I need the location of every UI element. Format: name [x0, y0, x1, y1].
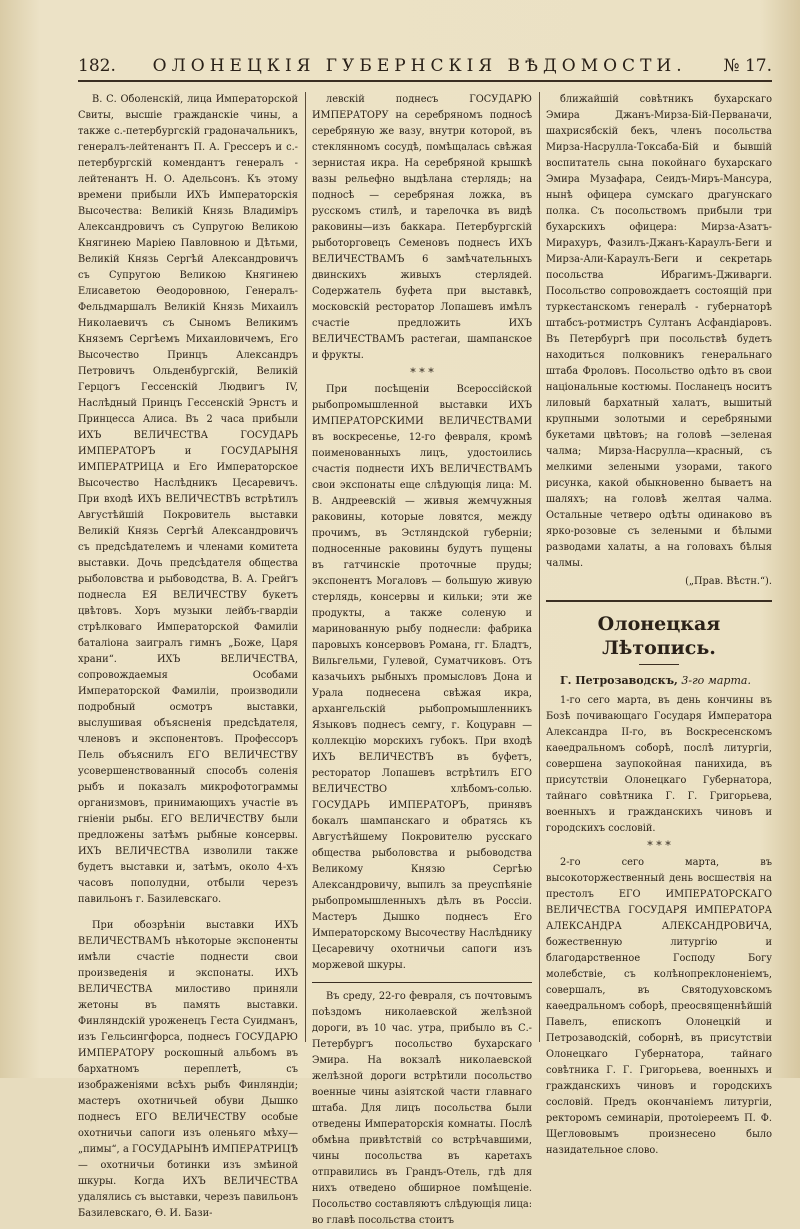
text-columns: [78, 92, 772, 1226]
section-divider: [312, 982, 532, 983]
paragraph: 1-го сего марта, въ день кончины въ Бозѣ почивающаго Государя Императора Александра II-го, въ Воскресенскомъ каѳедральномъ соборѣ, послѣ литургіи, совершена заупокойная панихида, въ присутствіи Олонецкаго Губернатора, тайнаго совѣтника Г. Г. Григорьева, военныхъ и гражданскихъ чиновъ и городскихъ сословій.: [546, 695, 772, 834]
page-number: 182.: [78, 56, 116, 76]
dateline: [546, 673, 772, 689]
paragraph: 2-го сего марта, въ высокоторжественный день восшествія на престолъ ЕГО ИМПЕРАТОРСКАГО ВЕЛИЧЕСТВА ГОСУДАРЯ ИМПЕРАТОРА АЛЕКСАНДРА АЛЕКСАНДРОВИЧА, божественную литургію и благодарственное Господу Богу молебствіе, съ колѣнопреклоненіемъ, совершалъ, въ Святодуховскомъ каѳедральномъ соборѣ, преосвященнѣйшій Павелъ, епископъ Олонецкій и Петрозаводскій, соборнѣ, въ присутствіи Олонецкаго Губернатора, тайнаго совѣтника Г. Г. Григорьева, военныхъ и гражданскихъ чиновъ и городскихъ сословій. Предъ окончаніемъ литургіи, ректоромъ семинаріи, протоіереемъ П. Ф. Щеглововымъ произнесено было назидательное слово.: [546, 857, 772, 1156]
column-3: [546, 92, 772, 1156]
paragraph: левскій поднесъ ГОСУДАРЮ ИМПЕРАТОРУ на серебряномъ подносѣ серебряную же вазу, внутри которой, въ стеклянномъ сосудѣ, помѣщалась свѣжая зернистая икра. На серебряной крышкѣ вазы рельефно выдѣлана стерлядь; на подносѣ — серебряная ложка, въ русскомъ стилѣ, и тарелочка въ видѣ раковины—изъ баккара. Петербургскій рыботорговецъ Семеновъ поднесъ ИХЪ ВЕЛИЧЕСТВАМЪ 6 замѣчательныхъ двинскихъ живыхъ стерлядей. Содержатель буфета при выставкѣ, московскій ресторатор Лопашевъ имѣлъ счастіе предложить ИХЪ ВЕЛИЧЕСТВАМЪ растегаи, шампанское и фрукты.: [312, 94, 532, 361]
paragraph: В. С. Оболенскій, лица Императорской Свиты, высшіе гражданскіе чины, а также с.-петербургскій градоначальникъ, генералъ-лейтенантъ П. А. Грессеръ и с.-петербургскій комендантъ генералъ - лейтенантъ Н. О. Адельсонъ. Къ этому времени прибыли ИХЪ Императорскія Высочества: Великій Князь Владиміръ Александровичъ съ Супругою Великою Княгинею Маріею Павловною и Дѣтьми, Великій Князь Сергѣй Александровичъ съ Супругою Великою Княгинею Елисаветою Ѳеодоровною, Генералъ-Фельдмаршалъ Великій Князь Михаилъ Николаевичъ съ Сыномъ Великимъ Княземъ Сергѣемъ Михаиловичемъ, Его Высочество Принцъ Александръ Петровичъ Ольденбургскій, Великій Герцогъ Гессенскій Людвигъ IV, Наслѣдный Принцъ Гессенскій Эрнстъ и Принцесса Алиса. Въ 2 часа прибыли ИХЪ ВЕЛИЧЕСТВА ГОСУДАРЬ ИМПЕРАТОРЪ и ГОСУДАРЫНЯ ИМПЕРАТРИЦА и Его Императорское Высочество Наслѣдникъ Цесаревичъ. При входѣ ИХЪ ВЕЛИЧЕСТВЪ встрѣтилъ Августѣйшій Покровитель выставки Великій Князь Сергѣй Александровичъ съ предсѣдателемъ и членами комитета выставки. Дочь предсѣдателя общества рыболовства и рыбоводства, В. А. Грейгъ поднесла ЕЯ ВЕЛИЧЕСТВУ букетъ цвѣтовъ. Хоръ музыки лейбъ-гвардіи стрѣлковаго Императорской Фамиліи баталіона заигралъ гимнъ „Боже, Царя храни“. ИХЪ ВЕЛИЧЕСТВА, сопровождаемыя Особами Императорской Фамиліи, производили подробный осмотръ выставки, выслушивая объясненія предсѣдателя, членовъ и экспонентовъ. Профессоръ Пель объяснилъ ЕГО ВЕЛИЧЕСТВУ усовершенствованный способъ соленія рыбъ и показалъ микрофотограммы организмовъ, принимающихъ участіе въ гніеніи рыбы. ЕГО ВЕЛИЧЕСТВУ были предложены затѣмъ рыбные консервы. ИХЪ ВЕЛИЧЕСТВА изволили также будетъ выставки и, затѣмъ, около 4-хъ часовъ пополудни, отбыли черезъ павильонъ г. Базилевскаго.: [78, 94, 298, 905]
page-header: [78, 46, 772, 82]
paragraph: При посѣщеніи Всероссійской рыбопромышленной выставки ИХЪ ИМПЕРАТОРСКИМИ ВЕЛИЧЕСТВАМИ въ воскресенье, 12-го февраля, кромѣ поименованныхъ лицъ, удостоились счастія поднести ИХЪ ВЕЛИЧЕСТВАМЪ свои экспонаты еще слѣдующія лица: М. В. Андреевскій — живыя жемчужныя раковины, которые ловятся, между прочимъ, въ Эстляндской губерніи; подносенные раковины будутъ пущены въ гатчинскіе проточные пруды; экспонентъ Могаловъ — большую живую стерлядь, консервы и кильки; эти же продукты, а также соленую и маринованную рыбу поднесли: фабрика паровыхъ консервовъ Романа, гг. Бладтъ, Вильгельми, Гулевой, Суматчиковъ. Отъ казачьихъ рыбныхъ промысловъ Дона и Урала поднесена свѣжая икра, архангельскій рыбопромышленникъ Языковъ поднесъ семгу, г. Коцуравн — коллекцію морскихъ губокъ. При входѣ ИХЪ ВЕЛИЧЕСТВЪ въ буфетъ, ресторатор Лопашевъ встрѣтилъ ЕГО ВЕЛИЧЕСТВО хлѣбомъ-солью. ГОСУДАРЬ ИМПЕРАТОРЪ, принявъ бокалъ шампанскаго и обратясь къ Августѣйшему Покровителю русскаго общества рыболовства и рыбоводства Великому Князю Сергѣю Александровичу, выпилъ за преуспѣяніе рыбопромышленныхъ дѣлъ въ Россіи. Мастеръ Дышко поднесъ Его Императорскому Высочеству Наслѣднику Цесаревичу охотничьи сапоги изъ моржевой шкуры.: [312, 384, 532, 971]
source-citation: („Прав. Вѣстн.“).: [685, 576, 772, 587]
issue-number: № 17.: [723, 56, 772, 76]
newspaper-title: ОЛОНЕЦКІЯ ГУБЕРНСКІЯ ВѢДОМОСТИ.: [152, 56, 687, 76]
paragraph: При обозрѣніи выставки ИХЪ ВЕЛИЧЕСТВАМЪ нѣкоторые экспоненты имѣли счастіе поднести свои произведенія и экспонаты. ИХЪ ВЕЛИЧЕСТВА милостиво приняли жетоны въ память выставки. Финляндскій уроженецъ Геста Суидманъ, изъ Гельсингфорса, поднесъ ГОСУДАРЮ ИМПЕРАТОРУ роскошный альбомъ въ бархатномъ переплетѣ, съ изображеніями всѣхъ рыбъ Финляндіи; мастеръ охотничьей обуви Дышко поднесъ ЕГО ВЕЛИЧЕСТВУ особые охотничьи сапоги изъ оленьяго мѣху—„пимы“, а ГОСУДАРЫНѢ ИМПЕРАТРИЦѢ — охотничьи ботинки изъ змѣиной шкуры. Когда ИХЪ ВЕЛИЧЕСТВА удалялись съ выставки, черезъ павильонъ Базилевскаго, Ѳ. И. Бази-: [78, 920, 298, 1219]
section-divider: [546, 600, 772, 602]
column-2: [312, 92, 532, 1226]
column-divider: [305, 92, 306, 1042]
section-title: Олонецкая Лѣтопись.: [597, 613, 721, 659]
paragraph: Въ среду, 22-го февраля, съ почтовымъ поѣздомъ николаевской желѣзной дороги, въ 10 час. утра, прибыло въ С.-Петербургъ посольство бухарскаго Эмира. На вокзалѣ николаевской желѣзной дороги встрѣтили посольство военные чины азіятской части главнаго штаба. Для лицъ посольства были отведены Императорскія комнаты. Послѣ обмѣна привѣтствій со встрѣчавшими, чины посольства въ каретахъ отправились въ Грандъ-Отель, гдѣ для нихъ отведено обширное помѣщеніе. Посольство составляютъ слѣдующія лица: во главѣ посольства стоитъ: [312, 991, 532, 1226]
section-separator-stars: * * *: [647, 839, 671, 852]
dateline-place: Г. Петрозаводскъ,: [560, 674, 678, 687]
column-divider: [539, 92, 540, 1042]
column-1: [78, 92, 298, 1219]
section-separator-stars: * * *: [410, 366, 434, 379]
title-underline: [639, 664, 679, 665]
paragraph: ближайшій совѣтникъ бухарскаго Эмира Джанъ-Мирза-Бій-Перваначи, шахрисябскій бекъ, членъ посольства Мирза-Насрулла-Токсаба-Бій и бывшій воспитатель сына покойнаго бухарскаго Эмира Музафара, Сеидъ-Миръ-Мансура, нынѣ офицера сумскаго драгунскаго полка. Съ посольствомъ прибыли три бухарскихъ офицера: Мирза-Азатъ-Мирахуръ, Фазилъ-Джанъ-Караулъ-Беги и Мирза-Али-Караулъ-Беги и секретарь посольства Ибрагимъ-Дживарги. Посольство сопровождаетъ состоящій при туркестанскомъ генералѣ - губернаторѣ штабсъ-ротмистръ Султанъ Асфандіаровъ. Въ Петербургѣ при посольствѣ будетъ находиться полковникъ генеральнаго штаба Фроловъ. Посольство одѣто въ свои національные костюмы. Посланецъ носитъ лиловый бархатный халатъ, вышитый крупными золотыми и серебряными букетами цвѣтовъ; на головѣ —зеленая чалма; Мирза-Насрулла—красный, съ мелкими зелеными узорами, такого рисунка, какой обыкновенно бываетъ на шаляхъ; на головѣ желтая чалма. Остальные четверо одѣты одинаково въ ярко-розовые съ зелеными и бѣлыми разводами халаты, а на головахъ бѣлыя чалмы.: [546, 94, 772, 569]
dateline-date: 3-го марта.: [681, 674, 751, 687]
